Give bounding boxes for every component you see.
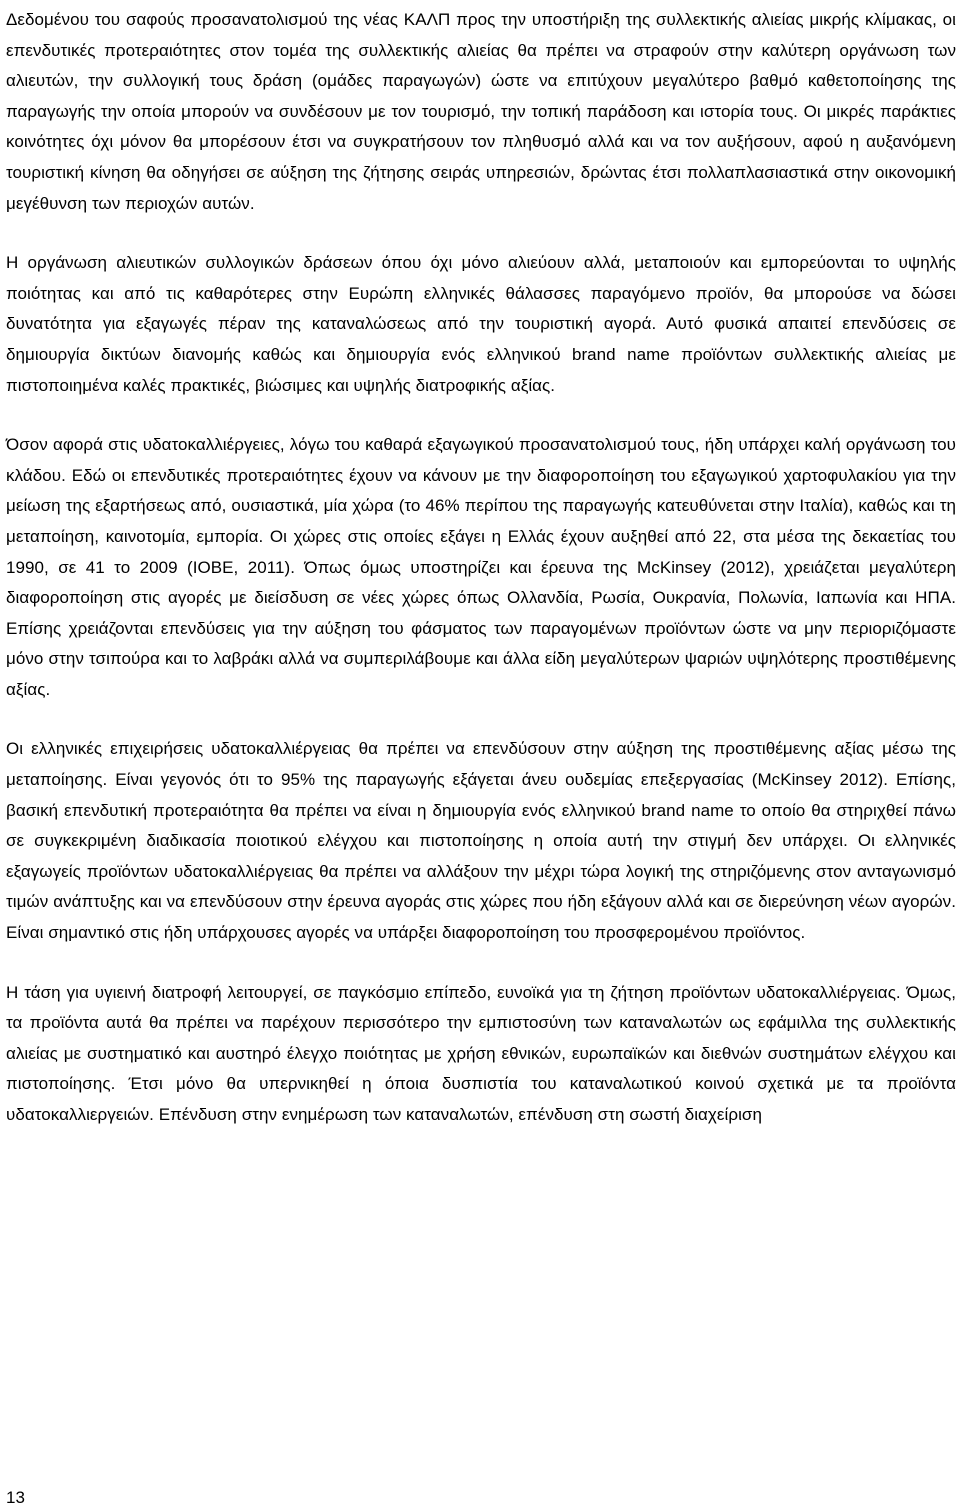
paragraph-aquaculture-exports: Όσον αφορά στις υδατοκαλλιέργειες, λόγω του καθαρά εξαγωγικού προσανατολισμού τους, ήδη υπάρχει καλή οργάνωση του κλάδου. Εδώ οι επενδυτικές προτεραιότητες έχουν να κάνουν με την διαφοροποίηση του εξαγωγικού χαρτοφυλακίου για την μείωση της εξαρτήσεως από, ουσιαστικά, μία χώρα (το 46% περίπου της παραγωγής κατευθύνεται στην Ιταλία), καθώς και τη μεταποίηση, καινοτομία, εμπορία. Οι χώρες στις οποίες εξάγει η Ελλάς έχουν αυξηθεί από 22, στα μέσα της δεκαετίας του 1990, σε 41 το 2009 (ΙΟΒΕ, 2011). Όπως όμως υποστηρίζει και έρευνα της McKinsey (2012), χρειάζεται μεγαλύτερη διαφοροποίηση στις αγορές με διείσδυση σε νέες χώρες όπως Ολλανδία, Ρωσία, Ουκρανία, Πολωνία, Ιαπωνία και ΗΠΑ. Επίσης χρειάζονται επενδύσεις για την αύξηση του φάσματος των παραγομένων προϊόντων ώστε να μην περιοριζόμαστε μόνο στην τσιπούρα και το λαβράκι αλλά να συμπεριλάβουμε και άλλα είδη μεγαλύτερων ψαριών υψηλότερης προστιθέμενης αξίας. — [6, 435, 956, 699]
paragraph-fisheries-priorities: Δεδομένου του σαφούς προσανατολισμού της νέας ΚΑΛΠ προς την υποστήριξη της συλλεκτικής αλιείας μικρής κλίμακας, οι επενδυτικές προτεραιότητες στον τομέα της συλλεκτικής αλιείας θα πρέπει να στραφούν στην καλύτερη οργάνωση των αλιευτών, την συλλογική τους δράση (ομάδες παραγωγών) ώστε να επιτύχουν μεγαλύτερο βαθμό καθετοποίησης της παραγωγής την οποία μπορούν να συνδέσουν με τον τουρισμό, την τοπική παράδοση και ιστορία τους. Οι μικρές παράκτιες κοινότητες όχι μόνον θα μπορέσουν έτσι να συγκρατήσουν τον πληθυσμό αλλά και να τον αυξήσουν, αφού η αυξανόμενη τουριστική κίνηση θα οδηγήσει σε αύξηση της ζήτησης σειράς υπηρεσιών, δρώντας έτσι πολλαπλασιαστικά στην οικονομική μεγέθυνση των περιοχών αυτών. — [6, 10, 956, 213]
paragraph-collective-actions: Η οργάνωση αλιευτικών συλλογικών δράσεων όπου όχι μόνο αλιεύουν αλλά, μεταποιούν και εμπορεύονται το υψηλής ποιότητας και από τις καθαρότερες στην Ευρώπη ελληνικές θάλασσες παραγόμενο προϊόν, θα μπορούσε να δώσει δυνατότητα για εξαγωγές πέραν της καταναλώσεως από την τουριστική αγορά. Αυτό φυσικά απαιτεί επενδύσεις σε δημιουργία δικτύων διανομής καθώς και δημιουργία ενός ελληνικού brand name προϊόντων συλλεκτικής αλιείας με πιστοποιημένα καλές πρακτικές, βιώσιμες και υψηλής διατροφικής αξίας. — [6, 253, 956, 395]
page-number: 13 — [6, 1488, 25, 1507]
document-body — [6, 0, 956, 1131]
paragraph-healthy-diet: Η τάση για υγιεινή διατροφή λειτουργεί, σε παγκόσμιο επίπεδο, ευνοϊκά για τη ζήτηση προϊόντων υδατοκαλλιέργειας. Όμως, τα προϊόντα αυτά θα πρέπει να παρέχουν περισσότερο την εμπιστοσύνη των καταναλωτών ως εφάμιλλα της συλλεκτικής αλιείας με συστηματικό και αυστηρό έλεγχο ποιότητας με χρήση εθνικών, ευρωπαϊκών και διεθνών συστημάτων ελέγχου και πιστοποίησης. Έτσι μόνο θα υπερνικηθεί η όποια δυσπιστία του καταναλωτικού κοινού σχετικά με τα προϊόντα υδατοκαλλιεργειών. Επένδυση στην ενημέρωση των καταναλωτών, επένδυση στη σωστή διαχείριση — [6, 982, 956, 1124]
paragraph-added-value: Οι ελληνικές επιχειρήσεις υδατοκαλλιέργειας θα πρέπει να επενδύσουν στην αύξηση της προστιθέμενης αξίας μέσω της μεταποίησης. Είναι γεγονός ότι το 95% της παραγωγής εξάγεται άνευ ουδεμίας επεξεργασίας (McKinsey 2012). Επίσης, βασική επενδυτική προτεραιότητα θα πρέπει να είναι η δημιουργία ενός ελληνικού brand name το οποίο θα στηριχθεί πάνω σε συγκεκριμένη διαδικασία ποιοτικού ελέγχου και πιστοποίησης η οποία αυτή την στιγμή δεν υπάρχει. Οι ελληνικές εξαγωγείς προϊόντων υδατοκαλλιέργειας θα πρέπει να αλλάξουν την μέχρι τώρα λογική της στηριζόμενης στον ανταγωνισμό τιμών ανάπτυξης και να επενδύσουν στην έρευνα αγοράς στις χώρες που ήδη εξάγουν αλλά και σε διερεύνηση νέων αγορών. Είναι σημαντικό στις ήδη υπάρχουσες αγορές να υπάρξει διαφοροποίηση του προσφερομένου προϊόντος. — [6, 739, 956, 943]
